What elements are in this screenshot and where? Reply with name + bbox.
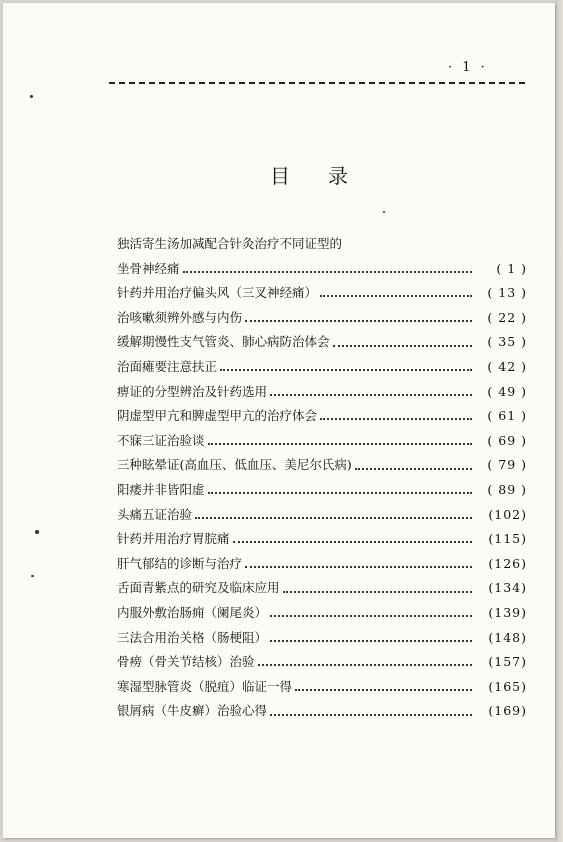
toc-entry xyxy=(117,527,527,552)
table-of-contents xyxy=(117,232,527,724)
toc-entry xyxy=(117,453,527,478)
toc-dot-leader xyxy=(333,345,472,347)
toc-entry-page: ( 1 ) xyxy=(496,260,527,276)
toc-entry-title: 三种眩晕证(高血压、低血压、美尼尔氏病) xyxy=(117,457,352,473)
toc-dot-leader xyxy=(195,517,472,519)
toc-entry-page: (148) xyxy=(488,629,527,645)
scan-speck xyxy=(383,211,385,213)
toc-dot-leader xyxy=(320,418,472,420)
toc-entry-title: 骨痨（骨关节结核）治验 xyxy=(117,654,255,670)
toc-entry-page: (134) xyxy=(488,580,527,596)
toc-entry xyxy=(117,699,527,724)
toc-entry-title: 独活寄生汤加减配合针灸治疗不同证型的 xyxy=(117,236,343,251)
toc-entry-page: ( 61 ) xyxy=(487,408,527,424)
toc-dot-leader xyxy=(270,714,472,716)
toc-dot-leader xyxy=(208,443,472,445)
toc-entry-title: 三法合用治关格（肠梗阻） xyxy=(117,629,268,645)
toc-dot-leader xyxy=(220,369,472,371)
toc-entry-title: 肝气郁结的诊断与治疗 xyxy=(117,555,243,571)
toc-entry xyxy=(117,552,527,577)
toc-entry xyxy=(117,355,527,380)
toc-entry-title: 治面瘫要注意扶正 xyxy=(117,358,218,374)
page-edge xyxy=(555,0,563,842)
toc-dot-leader xyxy=(355,468,472,470)
toc-entry-title: 不寐三证治验谈 xyxy=(117,432,205,448)
toc-entry-page: ( 13 ) xyxy=(487,285,527,301)
toc-dot-leader xyxy=(245,320,472,322)
scan-speck xyxy=(31,575,34,577)
toc-entry-title: 头痛五证治验 xyxy=(117,506,193,522)
header-rule xyxy=(109,82,525,84)
toc-entry xyxy=(117,232,527,257)
toc-entry-title: 缓解期慢性支气管炎、肺心病防治体会 xyxy=(117,334,330,350)
toc-entry xyxy=(117,380,527,405)
toc-entry xyxy=(117,675,527,700)
toc-entry xyxy=(117,650,527,675)
toc-entry xyxy=(117,576,527,601)
toc-dot-leader xyxy=(270,615,472,617)
toc-entry-page: (139) xyxy=(488,604,527,620)
toc-entry-title: 痹证的分型辨治及针药选用 xyxy=(117,383,268,399)
toc-heading: 目录 xyxy=(270,164,386,188)
toc-entry-page: ( 42 ) xyxy=(487,358,527,374)
toc-entry-page: (126) xyxy=(488,555,527,571)
toc-entry xyxy=(117,626,527,651)
toc-dot-leader xyxy=(233,541,472,543)
toc-entry-page: ( 35 ) xyxy=(487,334,527,350)
toc-entry-title: 针药并用治疗胃脘痛 xyxy=(117,531,230,547)
toc-entry xyxy=(117,306,527,331)
toc-entry xyxy=(117,503,527,528)
toc-entry-page: (165) xyxy=(488,678,527,694)
page-number: · 1 · xyxy=(448,60,488,75)
toc-entry xyxy=(117,601,527,626)
toc-dot-leader xyxy=(270,394,472,396)
scan-speck xyxy=(35,530,39,534)
toc-entry xyxy=(117,257,527,282)
toc-entry-title: 针药并用治疗偏头风（三叉神经痛） xyxy=(117,285,318,301)
toc-entry xyxy=(117,429,527,454)
toc-entry-page: ( 79 ) xyxy=(487,457,527,473)
toc-entry-title: 寒湿型脉管炎（脱疽）临证一得 xyxy=(117,678,293,694)
toc-dot-leader xyxy=(283,591,472,593)
toc-entry-page: ( 49 ) xyxy=(487,383,527,399)
toc-dot-leader xyxy=(320,295,472,297)
toc-entry-page: (157) xyxy=(488,654,527,670)
toc-entry-page: ( 69 ) xyxy=(487,432,527,448)
toc-entry-page: ( 22 ) xyxy=(487,309,527,325)
toc-entry xyxy=(117,330,527,355)
toc-dot-leader xyxy=(183,271,472,273)
toc-dot-leader xyxy=(270,640,472,642)
toc-entry-title: 银屑病（牛皮癣）治验心得 xyxy=(117,703,268,719)
toc-dot-leader xyxy=(258,664,472,666)
toc-entry-page: ( 89 ) xyxy=(487,481,527,497)
toc-dot-leader xyxy=(295,689,472,691)
toc-entry xyxy=(117,478,527,503)
toc-entry xyxy=(117,404,527,429)
toc-entry-title: 阴虚型甲亢和脾虚型甲亢的治疗体会 xyxy=(117,408,318,424)
toc-dot-leader xyxy=(208,492,472,494)
toc-entry-page: (102) xyxy=(488,506,527,522)
toc-entry-title: 舌面青紫点的研究及临床应用 xyxy=(117,580,280,596)
toc-entry xyxy=(117,281,527,306)
toc-entry-title: 治咳嗽须辨外感与内伤 xyxy=(117,309,243,325)
toc-dot-leader xyxy=(245,566,472,568)
toc-entry-title: 坐骨神经痛 xyxy=(117,260,180,276)
toc-entry-title: 阳痿并非皆阳虚 xyxy=(117,481,205,497)
toc-entry-page: (115) xyxy=(488,531,527,547)
toc-entry-page: (169) xyxy=(488,703,527,719)
toc-entry-title: 内服外敷治肠痈（阑尾炎） xyxy=(117,604,268,620)
scan-speck xyxy=(30,95,33,98)
